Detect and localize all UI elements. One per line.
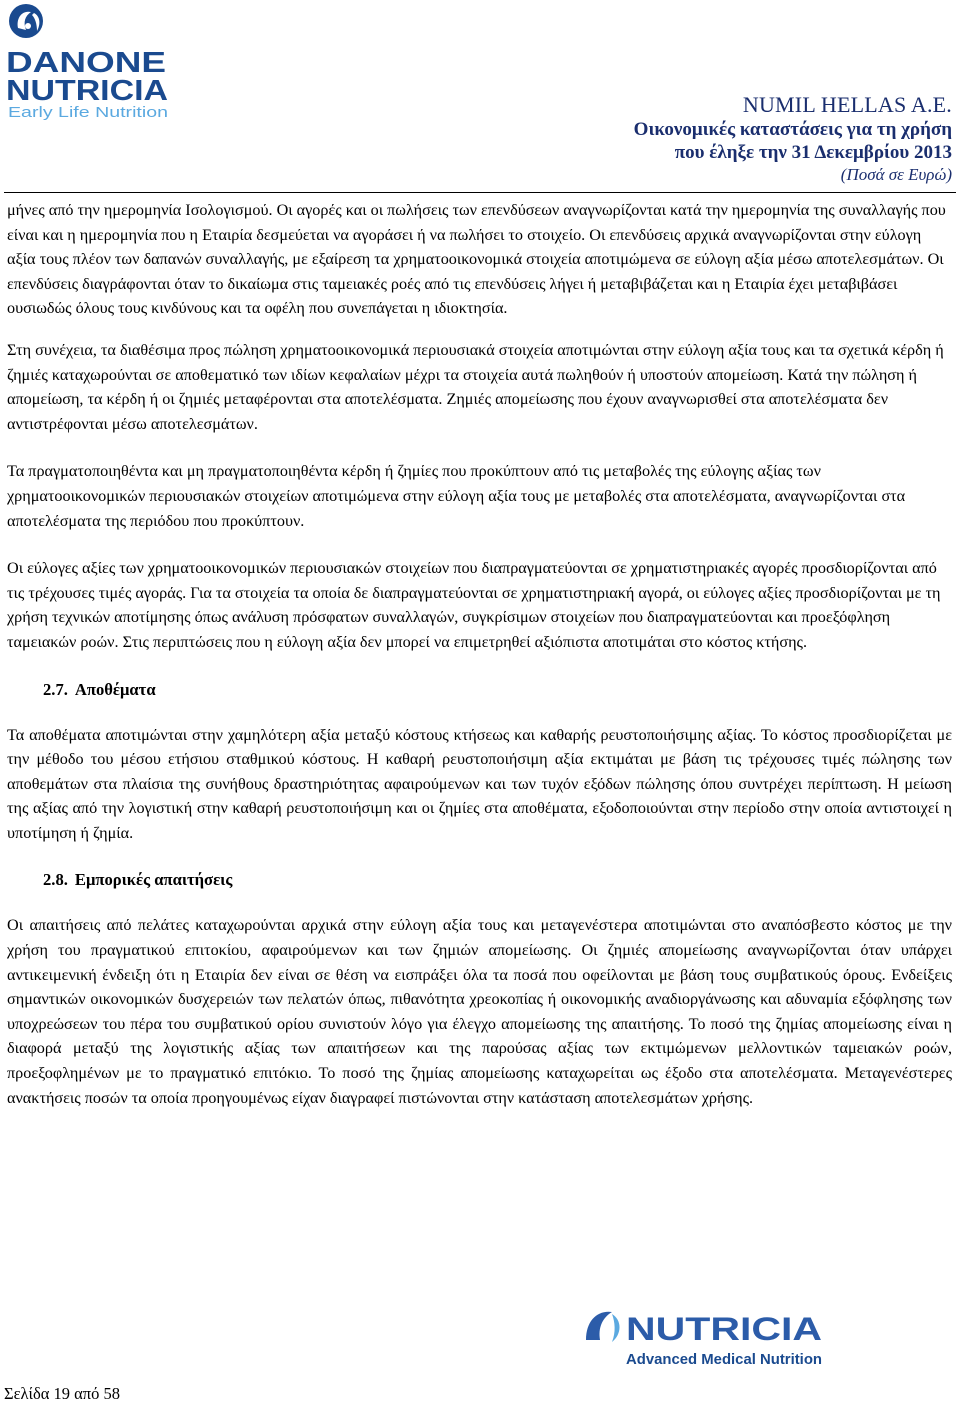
- section-number: 2.7.: [43, 679, 68, 699]
- paragraph-realized-gains: Τα πραγματοποιηθέντα και μη πραγματοποιηθέντα κέρδη ή ζημίες που προκύπτουν από τις μεταβολές της εύλογης αξίας των χρηματοοικονομικών περιουσιακών στοιχείων αποτιμώμενα στην εύλογη αξία τους με μεταβολές στα αποτελέσματα, αναγνωρίζονται στα αποτελέσματα της περιόδου που προκύπτουν.: [7, 462, 906, 530]
- section-title: Εμπορικές απαιτήσεις: [74, 870, 233, 890]
- paragraph-investments-recognition: μήνες από την ημερομηνία Ισολογισμού. Οι αγορές και οι πωλήσεις των επενδύσεων αναγνωρίζονται κατά την ημερομηνία της συναλλαγής που είναι και η ημερομηνία που η Εταιρία δεσμεύεται να αγοράσει ή να πωλήσει το στοιχείο. Οι επενδύσεις αρχικά αναγνωρίζονται στην εύλογη αξία τους πλέον των δαπανών συναλλαγής, με εξαίρεση τα χρηματοοικονομικά στοιχεία αποτιμώμενα σε εύλογη αξία μέσω αποτελεσμάτων. Οι επενδύσεις διαγράφονται όταν το δικαίωμα στις ταμειακές ροές από τις επενδύσεις λήγει ή μεταβιβάζεται και η Εταιρία έχει μεταβιβάσει ουσιωδώς όλους τους κινδύνους και τα οφέλη που συνεπάγεται η ιδιοκτησία.: [7, 201, 946, 318]
- page-body: [7, 198, 952, 1133]
- logo-tagline: Early Life Nutrition: [8, 105, 168, 121]
- paragraph-fair-values: Οι εύλογες αξίες των χρηματοοικονομικών περιουσιακών στοιχείων που διαπραγματεύονται σε χρηματιστηριακές αγορές προσδιορίζονται από τις τρέχουσες τιμές αγοράς. Για τα στοιχεία τα οποία δε διαπραγματεύονται σε χρηματιστηριακή αγορά, οι εύλογες αξίες προσδιορίζονται με τη χρήση τεχνικών αποτίμησης όπως ανάλυση πρόσφατων συναλλαγών, συγκρίσιμων στοιχείων που διαπραγματεύονται και προεξόφληση ταμειακών ροών. Στις περιπτώσεις που η εύλογη αξία δεν μπορεί να επιμετρηθεί αξιόπιστα αποτιμάται στο κόστος κτήσης.: [7, 559, 941, 651]
- section-heading-receivables: [43, 868, 952, 892]
- header-divider: [4, 192, 956, 193]
- section-title: Αποθέματα: [74, 679, 156, 699]
- logo-nutricia-text: NUTRICIA: [6, 75, 169, 107]
- danone-emblem-icon: [9, 4, 43, 38]
- paragraph-inventories: Τα αποθέματα αποτιμώνται στην χαμηλότερη αξία μεταξύ κόστους κτήσεως και καθαρής ρευστοποιήσιμης αξίας. Το κόστος προσδιορίζεται με την μέθοδο του μέσου ετήσιου σταθμικού κόστους. Η καθαρή ρευστοποιήσιμη αξία εκτιμάται με βάση τις τρέχουσες τιμές πώλησης των αποθεμάτων στα πλαίσια της συνήθους δραστηριότητας αφαιρούμενων και των τυχόν εξόδων πώλησης όπου συντρέχει περίπτωση. Η μείωση της αξίας από την λογιστική στην καθαρή ρευστοποιήσιμη και οι ζημίες στα αποθέματα, εξοδοποιούνται στην περίοδο στην οποία αντιστοιχεί η υποτίμηση ή ζημία.: [7, 725, 952, 842]
- paragraph-receivables: Οι απαιτήσεις από πελάτες καταχωρούνται αρχικά στην εύλογη αξία τους και μεταγενέστερα αποτιμώνται στο αναπόσβεστο κόστος με την χρήση του πραγματικού επιτοκίου, αφαιρούμενων και των ζημιών απομείωσης. Οι ζημιές απομείωσης αναγνωρίζονται όταν υπάρχει αντικειμενική ένδειξη ότι η Εταιρία δεν είναι σε θέση να εισπράξει όλα τα ποσά που οφείλονται με βάση τους συμβατικούς όρους. Ενδείξεις σημαντικών οικονομικών δυσχερειών των πελατών όπως, πιθανότητα χρεοκοπίας ή οικονομικής αναδιοργάνωσης και αδυναμία εξόφλησης των υποχρεώσεων του πέρα του συμβατικού ορίου συνιστούν λόγο για έλεγχο απομείωσης της απαιτήσης. Το ποσό της ζημίας απομείωσης είναι η διαφορά μεταξύ της λογιστικής αξίας των απαιτήσεων και της παρούσας αξίας των εκτιμώμενων μελλοντικών ταμειακών ροών, προεξοφλημένων με το πραγματικό επιτόκιο. Το ποσό της ζημίας απομείωσης καταχωρείται ως έξοδο στα αποτελέσματα. Μεταγενέστερες ανακτήσεις ποσών τα οποία προηγουμένως είχαν διαγραφεί πιστώνονται στην κατάσταση αποτελεσμάτων χρήσης.: [7, 916, 952, 1107]
- logo-danone-text: DANONE: [6, 47, 166, 79]
- logo-amn-tagline: Advanced Medical Nutrition: [626, 1351, 822, 1368]
- paragraph-available-for-sale: Στη συνέχεια, τα διαθέσιμα προς πώληση χρηματοοικονομικά περιουσιακά στοιχεία αποτιμώνται στην εύλογη αξία τους και τα σχετικά κέρδη ή ζημιές καταχωρούνται σε αποθεματικό των ιδίων κεφαλαίων μέχρι τα στοιχεία αυτά πωληθούν ή υποστούν απομείωση. Κατά την πώληση ή απομείωση, τα κέρδη ή οι ζημιές μεταφέρονται στα αποτελέσματα. Ζημιές απομείωσης που έχουν αναγνωρισθεί στα αποτελέσματα δεν αντιστρέφονται μέσω αποτελεσμάτων.: [7, 340, 944, 433]
- logo-nutricia-bottom-text: NUTRICIA: [626, 1311, 822, 1347]
- nutricia-emblem-icon: [586, 1312, 620, 1342]
- document-header: [634, 92, 952, 185]
- statements-title: Οικονομικές καταστάσεις για τη χρήση: [633, 119, 952, 140]
- period-end-line: που έληξε την 31 Δεκεμβρίου 2013: [674, 142, 952, 163]
- section-number: 2.8.: [43, 870, 68, 890]
- page-number: Σελίδα 19 από 58: [4, 1384, 120, 1403]
- company-name: NUMIL HELLAS A.E.: [742, 92, 952, 117]
- danone-nutricia-logo: [4, 4, 174, 122]
- section-heading-inventories: [43, 678, 952, 702]
- nutricia-amn-logo: [582, 1306, 827, 1370]
- currency-note: (Ποσά σε Ευρώ): [840, 165, 952, 184]
